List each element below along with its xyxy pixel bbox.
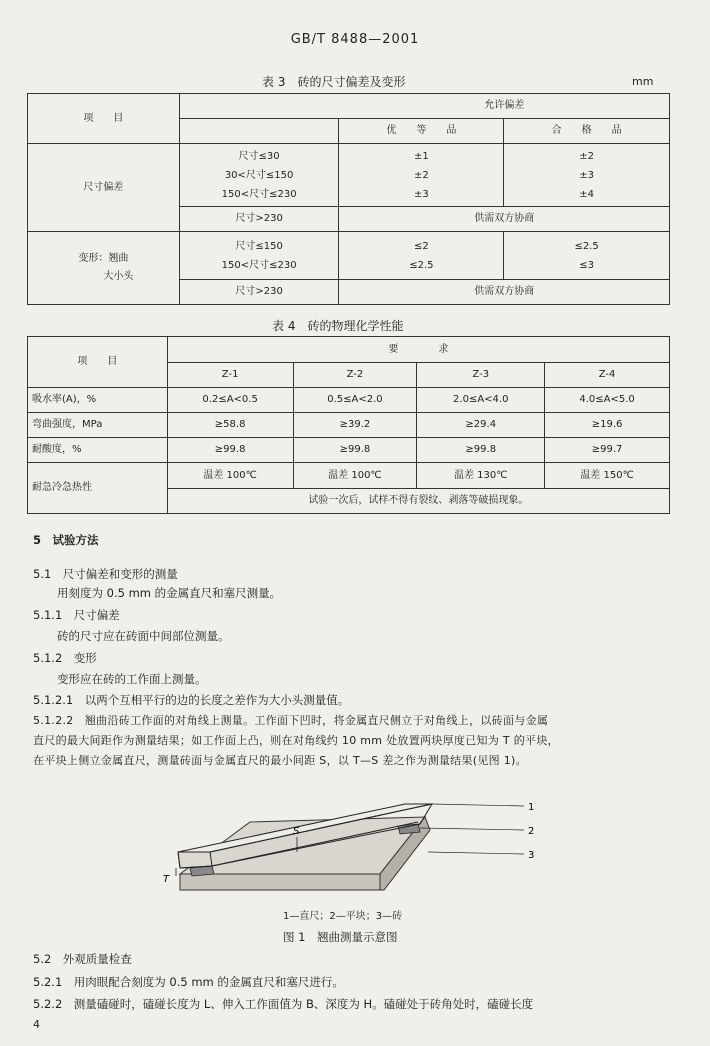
table4-header-item: 项 目 bbox=[28, 337, 168, 388]
section-5-1-text: 用刻度为 0.5 mm 的金属直尺和塞尺测量。 bbox=[57, 586, 282, 600]
table4 bbox=[27, 336, 670, 514]
table3-cat2-grade2: ≤2.5 ≤3 bbox=[504, 232, 670, 280]
table3-caption: 表 3 砖的尺寸偏差及变形 bbox=[262, 75, 406, 89]
label-1: 1 bbox=[528, 802, 535, 813]
table4-cell: ≥29.4 bbox=[417, 413, 545, 438]
section-5-2-heading: 5.2 外观质量检查 bbox=[33, 952, 132, 966]
table4-col-z3: Z-3 bbox=[417, 363, 545, 388]
table3-header-grade1: 优 等 品 bbox=[339, 119, 504, 144]
label-2: 2 bbox=[528, 826, 535, 837]
table4-cell: ≥99.8 bbox=[293, 438, 417, 463]
page-number: 4 bbox=[33, 1018, 40, 1031]
table3-cat1-grade1: ±1 ±2 ±3 bbox=[339, 144, 504, 207]
table3-unit: mm bbox=[632, 75, 654, 88]
table4-thermal-note: 试验一次后，试样不得有裂纹、剥落等破损现象。 bbox=[167, 489, 669, 514]
tile-front-face bbox=[180, 874, 380, 890]
section-5-heading: 5 试验方法 bbox=[33, 533, 99, 547]
table4-row-label: 吸水率(A)，% bbox=[28, 388, 168, 413]
section-5-1-2-text: 变形应在砖的工作面上测量。 bbox=[57, 672, 207, 686]
section-5-2-2: 5.2.2 测量磕碰时，磕碰长度为 L、伸入工作面值为 B、深度为 H。磕碰处于砖角处时，磕碰长度 bbox=[33, 997, 534, 1011]
table4-col-z2: Z-2 bbox=[293, 363, 417, 388]
ruler-end bbox=[178, 852, 212, 868]
table4-cell: ≥19.6 bbox=[545, 413, 670, 438]
section-5-1-2-1: 5.1.2.1 以两个互相平行的边的长度之差作为大小头测量值。 bbox=[33, 693, 350, 707]
page-header: GB/T 8488—2001 bbox=[290, 32, 420, 47]
table4-row-label: 耐酸度，% bbox=[28, 438, 168, 463]
table4-cell: 温差 130℃ bbox=[417, 463, 545, 489]
table3 bbox=[27, 93, 670, 305]
table4-cell: 温差 100℃ bbox=[293, 463, 417, 489]
label-3: 3 bbox=[528, 850, 535, 861]
table4-header-req: 要 求 bbox=[167, 337, 669, 363]
table4-cell: ≥58.8 bbox=[167, 413, 293, 438]
table3-cat1-last-cond: 尺寸>230 bbox=[179, 207, 339, 232]
table4-cell: ≥39.2 bbox=[293, 413, 417, 438]
table4-cell: ≥99.8 bbox=[167, 438, 293, 463]
table3-header-grade2: 合 格 品 bbox=[504, 119, 670, 144]
section-5-1-1-text: 砖的尺寸应在砖面中间部位测量。 bbox=[57, 629, 230, 643]
table3-cat1-conds: 尺寸≤30 30<尺寸≤150 150<尺寸≤230 bbox=[179, 144, 339, 207]
table4-cell: 0.5≤A<2.0 bbox=[293, 388, 417, 413]
table3-cat2-conds: 尺寸≤150 150<尺寸≤230 bbox=[179, 232, 339, 280]
table4-cell: 0.2≤A<0.5 bbox=[167, 388, 293, 413]
table3-cat1-last-val: 供需双方协商 bbox=[339, 207, 670, 232]
table4-col-z4: Z-4 bbox=[545, 363, 670, 388]
label-S: S bbox=[293, 826, 300, 837]
table3-cat2-last-val: 供需双方协商 bbox=[339, 280, 670, 305]
section-5-1-2-2: 5.1.2.2 翘曲沿砖工作面的对角线上测量。工作面下凹时，将金属直尺侧立于对角线上，以砖面与金属 直尺的最大间距作为测量结果；如工作面上凸，则在对角线约 10 mm 处放置两块厚度已知为 T 的平块， 在平块上侧立金属直尺，测量砖面与金属直尺的最小间距 S，以 T—S 差之作为测量结果(见图 1)。 bbox=[33, 714, 559, 767]
section-5-1-1-heading: 5.1.1 尺寸偏差 bbox=[33, 608, 120, 622]
table4-col-z1: Z-1 bbox=[167, 363, 293, 388]
table3-cat2-last-cond: 尺寸>230 bbox=[179, 280, 339, 305]
table4-cell: ≥99.8 bbox=[417, 438, 545, 463]
table4-cell: 温差 100℃ bbox=[167, 463, 293, 489]
table4-cell: 温差 150℃ bbox=[545, 463, 670, 489]
table4-cell: ≥99.7 bbox=[545, 438, 670, 463]
table4-cell: 4.0≤A<5.0 bbox=[545, 388, 670, 413]
figure-1-caption: 图 1 翘曲测量示意图 bbox=[283, 930, 398, 944]
label-T: T bbox=[163, 874, 170, 885]
section-5-1-2-heading: 5.1.2 变形 bbox=[33, 651, 97, 665]
figure-1-legend: 1—直尺；2—平块；3—砖 bbox=[283, 911, 403, 922]
table3-header-allow: 允许偏差 bbox=[179, 94, 669, 119]
figure-1-diagram bbox=[150, 782, 570, 912]
table4-caption: 表 4 砖的物理化学性能 bbox=[272, 319, 404, 333]
table3-cat1-label: 尺寸偏差 bbox=[28, 144, 180, 232]
section-5-2-1: 5.2.1 用肉眼配合刻度为 0.5 mm 的金属直尺和塞尺进行。 bbox=[33, 975, 344, 989]
table4-thermal-label: 耐急冷急热性 bbox=[28, 463, 168, 514]
table3-cat2-label: 变形：翘曲 大小头 bbox=[28, 232, 180, 305]
table3-cat1-grade2: ±2 ±3 ±4 bbox=[504, 144, 670, 207]
section-5-1-heading: 5.1 尺寸偏差和变形的测量 bbox=[33, 567, 178, 581]
table4-row-label: 弯曲强度，MPa bbox=[28, 413, 168, 438]
table3-header-item: 项 目 bbox=[28, 94, 180, 144]
table4-cell: 2.0≤A<4.0 bbox=[417, 388, 545, 413]
table3-cat2-grade1: ≤2 ≤2.5 bbox=[339, 232, 504, 280]
